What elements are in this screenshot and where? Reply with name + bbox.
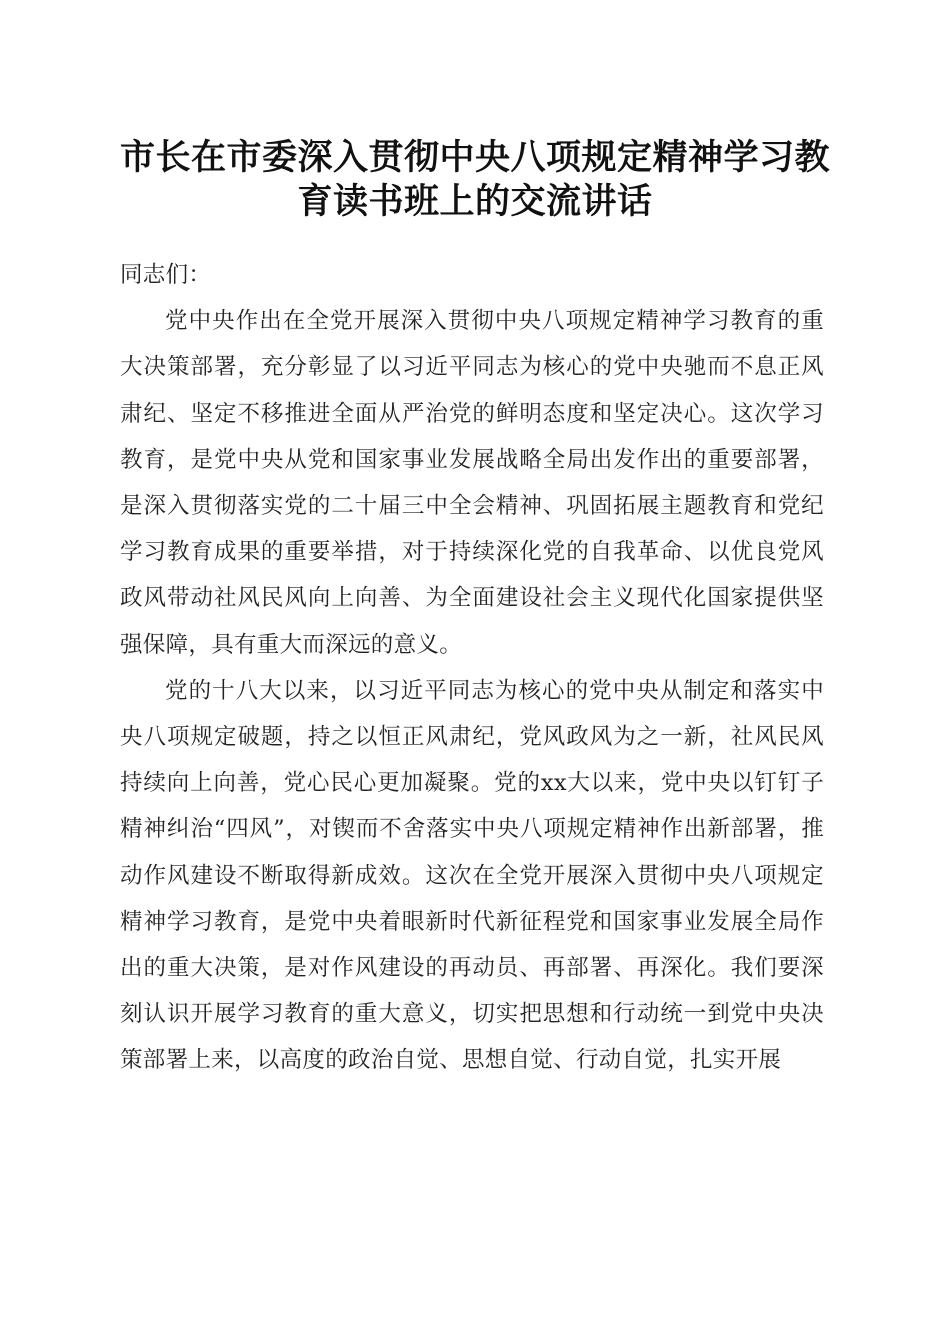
paragraph-2: 党的十八大以来，以习近平同志为核心的党中央从制定和落实中央八项规定破题，持之以恒正风肃纪，党风政风为之一新，社风民风持续向上向善，党心民心更加凝聚。党的xx大以来，党中央以钉钉子精神纠治“四风”，对锲而不舍落实中央八项规定精神作出新部署，推动作风建设不断取得新成效。这次在全党开展深入贯彻中央八项规定精神学习教育，是党中央着眼新时代新征程党和国家事业发展全局作出的重大决策，是对作风建设的再动员、再部署、再深化。我们要深刻认识开展学习教育的重大意义，切实把思想和行动统一到党中央决策部署上来，以高度的政治自觉、思想自觉、行动自觉，扎实开展 <box>120 677 824 1074</box>
document-title: 市长在市委深入贯彻中央八项规定精神学习教育读书班上的交流讲话 <box>119 137 830 222</box>
salutation: 同志们： <box>120 262 212 288</box>
document-body <box>120 252 824 1084</box>
paragraph-1: 党中央作出在全党开展深入贯彻中央八项规定精神学习教育的重大决策部署，充分彰显了以习近平同志为核心的党中央驰而不息正风肃纪、坚定不移推进全面从严治党的鲜明态度和坚定决心。这次学习教育，是党中央从党和国家事业发展战略全局出发作出的重要部署，是深入贯彻落实党的二十届三中全会精神、巩固拓展主题教育和党纪学习教育成果的重要举措，对于持续深化党的自我革命、以优良党风政风带动社风民风向上向善、为全面建设社会主义现代化国家提供坚强保障，具有重大而深远的意义。 <box>120 308 824 658</box>
